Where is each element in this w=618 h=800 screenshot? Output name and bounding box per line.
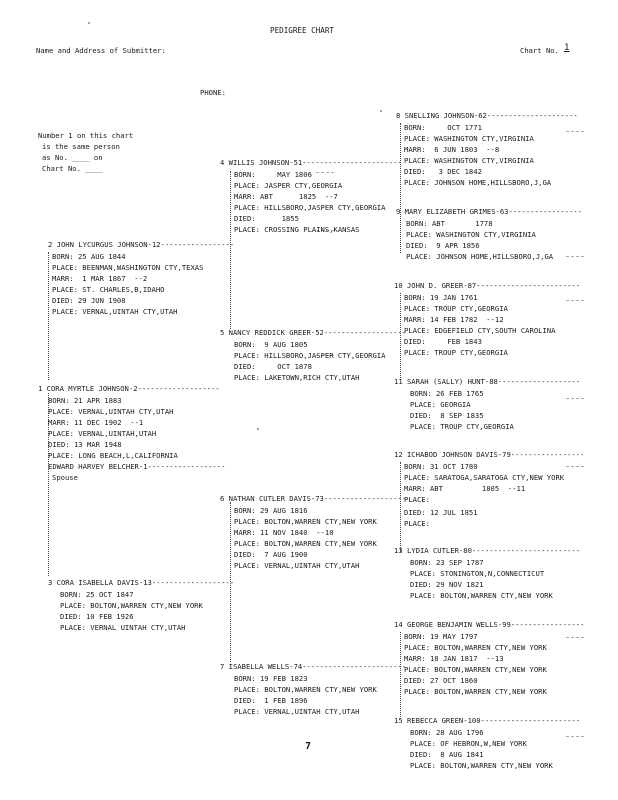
person-15-died-place: PLACE: BOLTON,WARREN CTY,NEW YORK (410, 761, 553, 770)
person-5-name: 5 NANCY REDDICK GREER-52------------------- (220, 328, 407, 337)
person-9-born-place: PLACE: WASHINGTON CTY,VIRGINIA (406, 230, 536, 239)
person-8-died-place: PLACE: JOHNSON HOME,HILLSBORO,J,GA (404, 178, 552, 187)
person-4-name: 4 WILLIS JOHNSON-51----------------------- (220, 158, 402, 167)
person-14-born: BORN: 19 MAY 1797 (404, 632, 478, 641)
person-15-born: BORN: 28 AUG 1796 (410, 728, 484, 737)
mark (566, 466, 584, 467)
person-10-name: 10 JOHN D. GREER-87------------------------ (394, 281, 581, 290)
person-9-name: 9 MARY ELIZABETH GRIMES-63----------------- (396, 207, 583, 216)
connector-2-1 (48, 252, 49, 380)
person-8-name: 8 SNELLING JOHNSON-62--------------------- (396, 111, 578, 120)
person-6-born-place: PLACE: BOLTON,WARREN CTY,NEW YORK (234, 517, 377, 526)
person-2-marr-place: PLACE: ST. CHARLES,B,IDAHO (52, 285, 165, 294)
person-5-died-place: PLACE: LAKETOWN,RICH CTY,UTAH (234, 373, 360, 382)
connector-14-15 (400, 632, 401, 717)
person-2-died-place: PLACE: VERNAL,UINTAH CTY,UTAH (52, 307, 178, 316)
person-7-born: BORN: 19 FEB 1823 (234, 674, 308, 683)
speck (380, 110, 382, 112)
mark (566, 398, 584, 399)
person-12-name: 12 ICHABOD JOHNSON DAVIS-79----------------- (394, 450, 585, 459)
person-11-born-place: PLACE: GEORGIA (410, 400, 471, 409)
person-10-born-place: PLACE: TROUP CTY,GEORGIA (404, 304, 508, 313)
person-12-born-place: PLACE: SARATOGA,SARATOGA CTY,NEW YORK (404, 473, 565, 482)
submitter-label: Name and Address of Submitter: (36, 46, 166, 55)
person-14-marr: MARR: 18 JAN 1817 --13 (404, 654, 504, 663)
person-6-born: BORN: 29 AUG 1816 (234, 506, 308, 515)
person-13-died-place: PLACE: BOLTON,WARREN CTY,NEW YORK (410, 591, 553, 600)
person-14-died: DIED: 27 OCT 1860 (404, 676, 478, 685)
person-8-born: BORN: OCT 1771 (404, 123, 482, 132)
person-12-marr: MARR: ABT 1805 --11 (404, 484, 526, 493)
person-7-died: DIED: 1 FEB 1896 (234, 696, 308, 705)
person-5-born-place: PLACE: HILLSBORO,JASPER CTY,GEORGIA (234, 351, 386, 360)
connector-8-9 (400, 123, 401, 253)
person-10-born: BORN: 19 JAN 1761 (404, 293, 478, 302)
person-2-born: BORN: 25 AUG 1844 (52, 252, 126, 261)
person-1-name: 1 CORA MYRTLE JOHNSON-2------------------- (38, 384, 220, 393)
mark (566, 736, 584, 737)
person-2-marr: MARR: 1 MAR 1867 --2 (52, 274, 148, 283)
person-3-name: 3 CORA ISABELLA DAVIS-13------------------- (48, 578, 235, 587)
person-7-born-place: PLACE: BOLTON,WARREN CTY,NEW YORK (234, 685, 377, 694)
person-8-marr-place: PLACE: WASHINGTON CTY,VIRGINIA (404, 156, 534, 165)
person-15-died: DIED: 8 AUG 1841 (410, 750, 484, 759)
person-13-died: DIED: 29 NOV 1821 (410, 580, 484, 589)
person-7-died-place: PLACE: VERNAL,UINTAH CTY,UTAH (234, 707, 360, 716)
person-11-born: BORN: 26 FEB 1765 (410, 389, 484, 398)
spouse-label: Spouse (52, 473, 78, 482)
person-15-born-place: PLACE: OF HEBRON,W,NEW YORK (410, 739, 527, 748)
person-1-marr-place: PLACE: VERNAL,UINTAH,UTAH (48, 429, 157, 438)
note-line-4: Chart No. ____ (42, 164, 103, 173)
person-1-born: BORN: 21 APR 1883 (48, 396, 122, 405)
person-6-name: 6 NATHAN CUTLER DAVIS-73------------------- (220, 494, 407, 503)
mark (566, 637, 584, 638)
person-4-born-place: PLACE: JASPER CTY,GEORGIA (234, 181, 343, 190)
person-13-born: BORN: 23 SEP 1787 (410, 558, 484, 567)
person-3-died-place: PLACE: VERNAL UINTAH CTY,UTAH (60, 623, 186, 632)
person-9-died: DIED: 9 APR 1856 (406, 241, 480, 250)
page-number: 7 (305, 741, 312, 752)
person-10-died: DIED: FEB 1843 (404, 337, 482, 346)
person-13-born-place: PLACE: STONINGTON,N,CONNECTICUT (410, 569, 545, 578)
person-6-died-place: PLACE: VERNAL,UINTAH CTY,UTAH (234, 561, 360, 570)
mark (566, 131, 584, 132)
spouse-name: EDWARD HARVEY BELCHER-1------------------ (48, 462, 226, 471)
person-8-born-place: PLACE: WASHINGTON CTY,VIRGINIA (404, 134, 534, 143)
note-line-1: Number 1 on this chart (38, 131, 134, 140)
chart-no-label: Chart No. (520, 46, 559, 55)
speck (257, 428, 259, 430)
person-9-born: BORN: ABT 1778 (406, 219, 493, 228)
person-4-marr-place: PLACE: HILLSBORO,JASPER CTY,GEORGIA (234, 203, 386, 212)
person-14-died-place: PLACE: BOLTON,WARREN CTY,NEW YORK (404, 687, 547, 696)
person-11-died: DIED: 8 SEP 1835 (410, 411, 484, 420)
person-6-died: DIED: 7 AUG 1900 (234, 550, 308, 559)
person-9-died-place: PLACE: JOHNSON HOME,HILLSBORO,J,GA (406, 252, 554, 261)
person-5-born: BORN: 9 AUG 1805 (234, 340, 308, 349)
person-14-name: 14 GEORGE BENJAMIN WELLS-99----------------- (394, 620, 585, 629)
mark (566, 300, 584, 301)
phone-label: PHONE: (200, 88, 226, 97)
person-2-name: 2 JOHN LYCURGUS JOHNSON-12----------------- (48, 240, 235, 249)
person-2-died: DIED: 29 JUN 1908 (52, 296, 126, 305)
person-4-died-place: PLACE: CROSSING PLAINS,KANSAS (234, 225, 360, 234)
person-12-died-place: PLACE: (404, 519, 430, 528)
person-14-born-place: PLACE: BOLTON,WARREN CTY,NEW YORK (404, 643, 547, 652)
person-3-died: DIED: 10 FEB 1926 (60, 612, 134, 621)
note-line-3: as No. ____ on (42, 153, 103, 162)
chart-title: PEDIGREE CHART (270, 26, 335, 35)
person-10-marr-place: PLACE: EDGEFIELD CTY,SOUTH CAROLINA (404, 326, 556, 335)
person-12-born: BORN: 31 OCT 1780 (404, 462, 478, 471)
person-8-marr: MARR: 6 JUN 1803 --8 (404, 145, 500, 154)
connector-12-13 (400, 462, 401, 552)
person-6-marr-place: PLACE: BOLTON,WARREN CTY,NEW YORK (234, 539, 377, 548)
person-11-name: 11 SARAH (SALLY) HUNT-88------------------- (394, 377, 581, 386)
person-12-died: DIED: 12 JUL 1851 (404, 508, 478, 517)
person-1-died: DIED: 13 MAR 1948 (48, 440, 122, 449)
person-12-marr-place: PLACE: (404, 495, 430, 504)
person-10-marr: MARR: 14 FEB 1782 --12 (404, 315, 504, 324)
person-5-died: DIED: OCT 1878 (234, 362, 312, 371)
person-1-born-place: PLACE: VERNAL,UINTAH CTY,UTAH (48, 407, 174, 416)
person-8-died: DIED: 3 DEC 1842 (404, 167, 482, 176)
person-13-name: 13 LYDIA CUTLER-80------------------------- (394, 546, 581, 555)
person-3-born-place: PLACE: BOLTON,WARREN CTY,NEW YORK (60, 601, 203, 610)
person-6-marr: MARR: 11 NOV 1840 --10 (234, 528, 334, 537)
person-2-born-place: PLACE: BEENMAN,WASHINGTON CTY,TEXAS (52, 263, 204, 272)
mark (566, 256, 584, 257)
person-4-died: DIED: 1855 (234, 214, 299, 223)
person-11-died-place: PLACE: TROUP CTY,GEORGIA (410, 422, 514, 431)
person-1-died-place: PLACE: LONG BEACH,L,CALIFORNIA (48, 451, 178, 460)
person-1-marr: MARR: 11 DEC 1902 --1 (48, 418, 144, 427)
person-3-born: BORN: 25 OCT 1847 (60, 590, 134, 599)
chart-no-value: 1 (564, 43, 570, 53)
person-4-born: BORN: MAY 1806 (234, 170, 312, 179)
person-7-name: 7 ISABELLA WELLS-74------------------------ (220, 662, 407, 671)
person-4-marr: MARR: ABT 1825 --7 (234, 192, 338, 201)
person-10-died-place: PLACE: TROUP CTY,GEORGIA (404, 348, 508, 357)
speck (88, 22, 90, 24)
note-line-2: is the same person (42, 142, 120, 151)
mark (316, 172, 334, 173)
person-14-marr-place: PLACE: BOLTON,WARREN CTY,NEW YORK (404, 665, 547, 674)
person-15-name: 15 REBECCA GREEN-100----------------------- (394, 716, 581, 725)
